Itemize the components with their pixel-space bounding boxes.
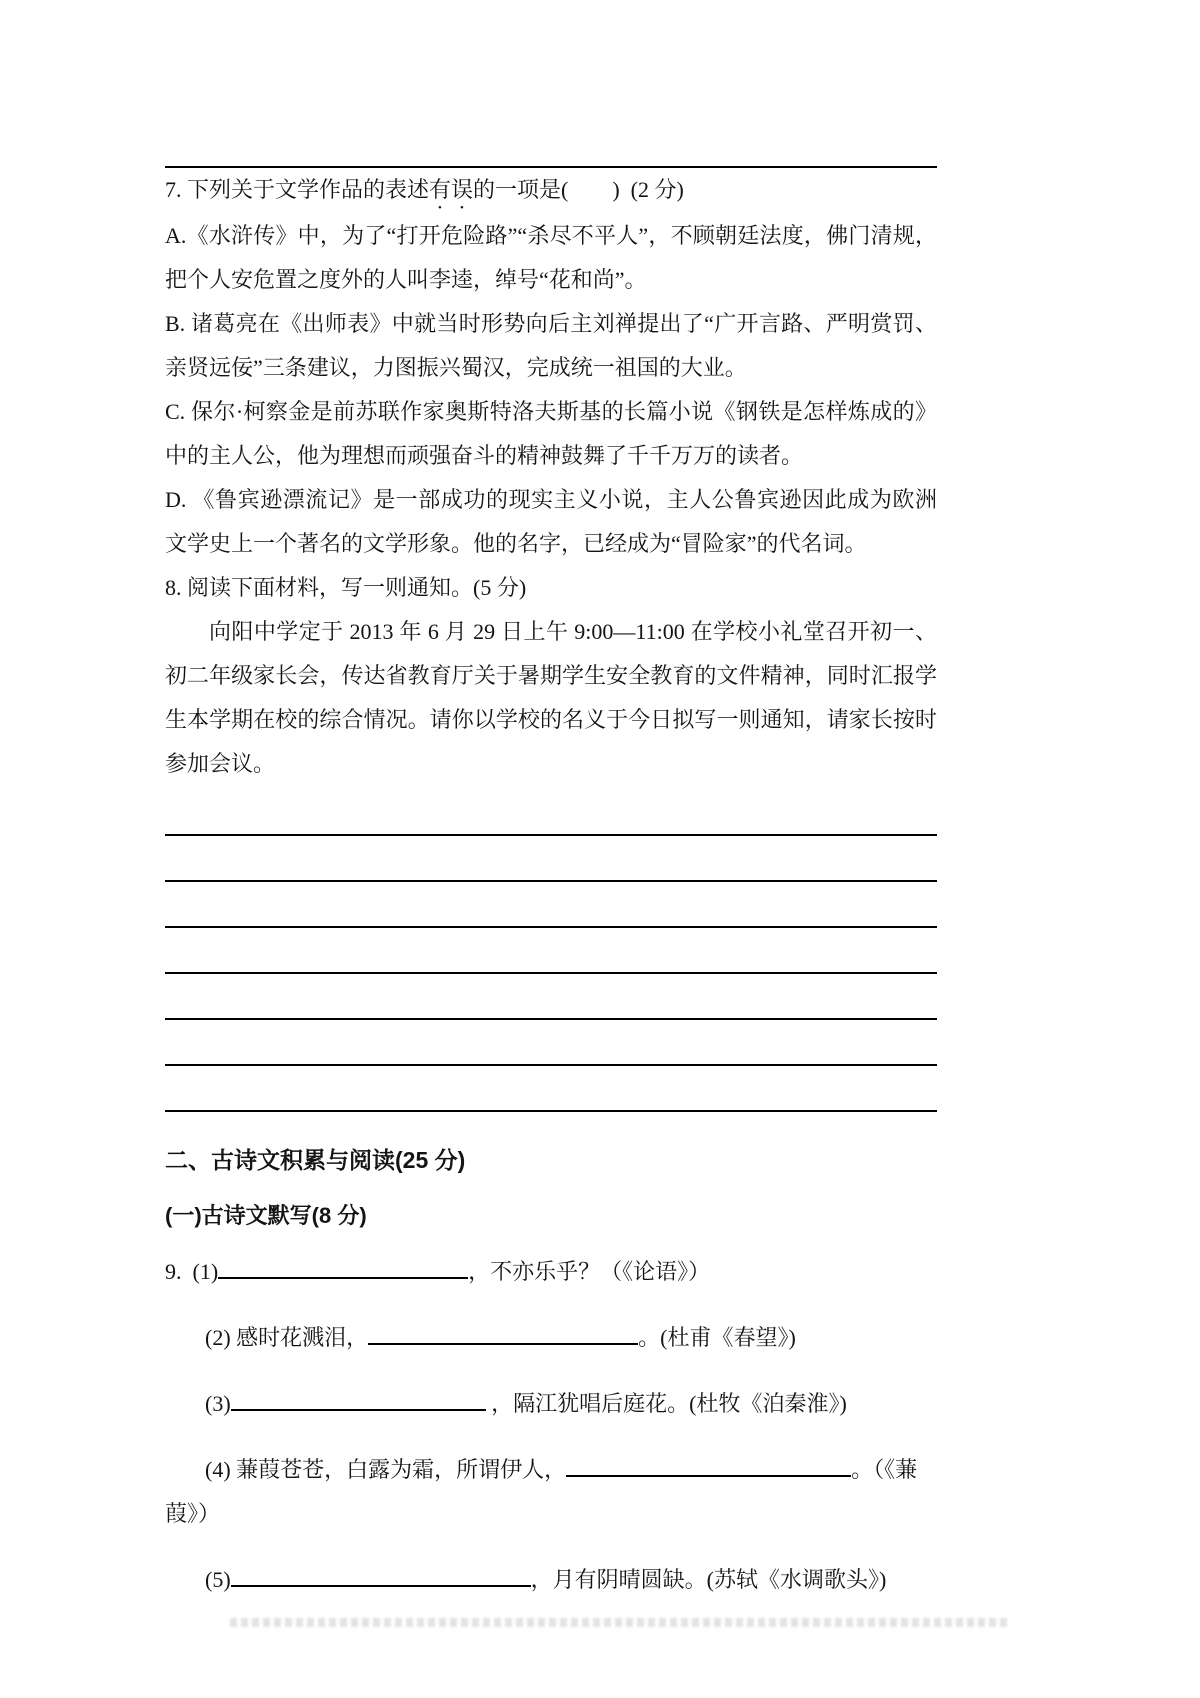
q9-item-4-blank [566,1455,851,1477]
q9-item-4-prefix: (4) 蒹葭苍苍，白露为霜，所谓伊人， [205,1457,567,1482]
q7-stem-emphasis: 有误 [429,177,474,202]
q9-item-1-suffix: ，不亦乐乎？（《论语》） [468,1259,711,1284]
writing-line [165,928,937,974]
q9-item-5-prefix: (5) [205,1567,231,1592]
section2-heading: 二、古诗文积累与阅读(25 分) [165,1147,466,1173]
writing-line [165,836,937,882]
q9-item-2-suffix: 。(杜甫《春望》) [638,1325,796,1350]
section2-sub-heading: (一)古诗文默写(8 分) [165,1203,367,1228]
q7-option-d: D. 《鲁宾逊漂流记》是一部成功的现实主义小说，主人公鲁宾逊因此成为欧洲文学史上一个著名的文学形象。他的名字，已经成为“冒险家”的代名词。 [165,487,937,556]
exam-page [165,166,937,1624]
q7-stem [165,168,937,214]
writing-line [165,1020,937,1066]
q8-material: 向阳中学定于 2013 年 6 月 29 日上午 9:00—11:00 在学校小礼堂召开初一、初二年级家长会，传达省教育厅关于暑期学生安全教育的文件精神，同时汇报学生本学期在校的综合情况。请你以学校的名义于今日拟写一则通知，请家长按时参加会议。 [165,619,937,776]
q7-stem-post: 的一项是( ) (2 分) [473,177,684,202]
q7-option-b: B. 诸葛亮在《出师表》中就当时形势向后主刘禅提出了“广开言路、严明赏罚、亲贤远佞”三条建议，力图振兴蜀汉，完成统一祖国的大业。 [165,311,937,380]
faint-footer-text [230,1618,1010,1627]
q8-answer-area [165,790,937,1112]
q9-item-4-suffix: 。（《蒹葭》） [165,1457,918,1526]
writing-line [165,882,937,928]
writing-line [165,790,937,836]
q9-item-2-blank [368,1323,638,1345]
q9-item-2 [165,1316,937,1360]
q9-item-3-suffix: ，隔江犹唱后庭花。(杜牧《泊秦淮》) [485,1391,847,1416]
q9-item-5 [165,1558,937,1602]
q9-item-5-blank [231,1565,531,1587]
q9-item-2-prefix: (2) 感时花溅泪， [205,1325,369,1350]
q9-item-1-blank [218,1257,468,1279]
q7-option-c: C. 保尔·柯察金是前苏联作家奥斯特洛夫斯基的长篇小说《钢铁是怎样炼成的》中的主人公，他为理想而顽强奋斗的精神鼓舞了千千万万的读者。 [165,399,937,468]
q9-item-3-blank [231,1389,486,1411]
q9-item-1-prefix: 9. (1) [165,1259,219,1284]
q9-item-4 [165,1448,937,1536]
q7-option-a: A.《水浒传》中，为了“打开危险路”“杀尽不平人”，不顾朝廷法度，佛门清规，把个人安危置之度外的人叫李逵，绰号“花和尚”。 [165,223,937,292]
q9-item-1 [165,1250,937,1294]
q9-item-3-prefix: (3) [205,1391,231,1416]
writing-line [165,974,937,1020]
writing-line [165,1066,937,1112]
q9-item-3 [165,1382,937,1426]
q8-stem: 8. 阅读下面材料，写一则通知。(5 分) [165,575,527,600]
q9-item-5-suffix: ，月有阴晴圆缺。(苏轼《水调歌头》) [530,1567,887,1592]
q7-stem-pre: 7. 下列关于文学作品的表述 [165,177,430,202]
